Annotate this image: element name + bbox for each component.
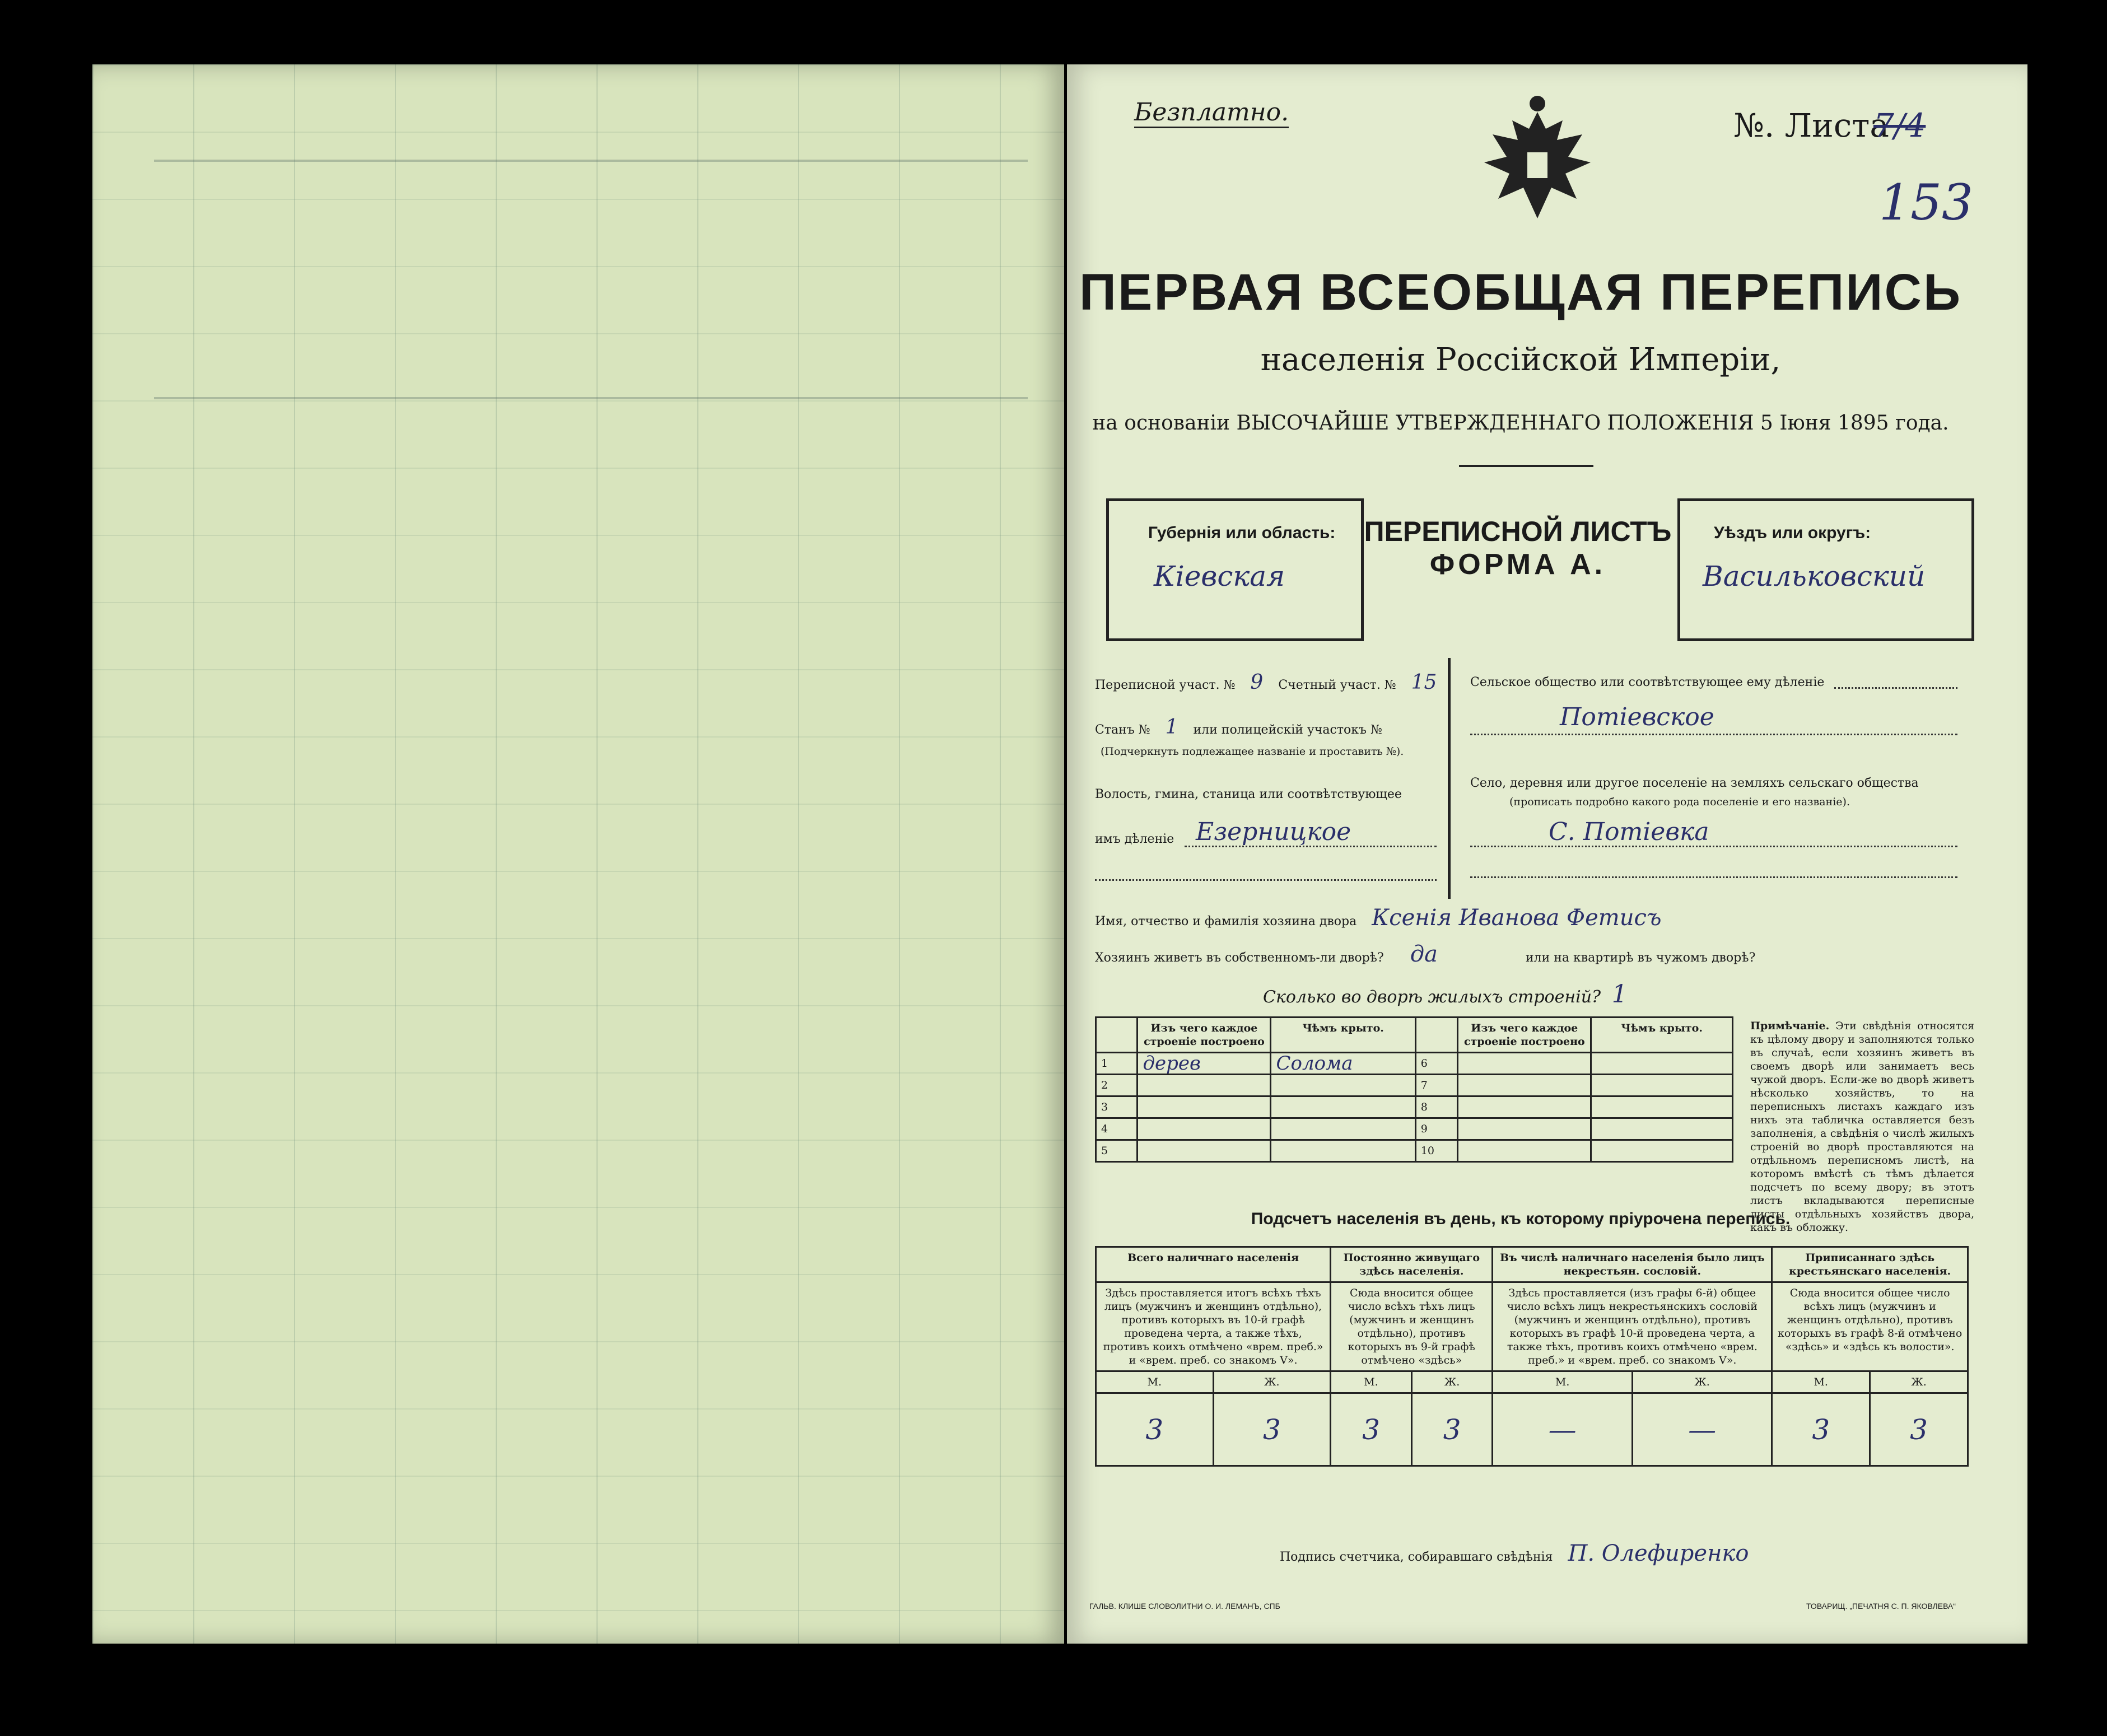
note-block bbox=[1750, 1019, 1974, 1234]
owner-label: Имя, отчество и фамилія хозяина двора bbox=[1095, 914, 1357, 928]
f-label: Ж. bbox=[1632, 1371, 1772, 1393]
legal-basis: на основаніи ВЫСОЧАЙШЕ УТВЕРЖДЕННАГО ПОЛОЖЕНІЯ 5 Іюня 1895 года. bbox=[1092, 412, 1949, 435]
count-table bbox=[1095, 1246, 1969, 1467]
volost-value: Езерницкое bbox=[1196, 818, 1351, 846]
table-row: 5 10 bbox=[1096, 1140, 1733, 1162]
volost-line bbox=[1185, 846, 1437, 847]
count-col-2-head: Въ числѣ наличнаго населенія было лицъ некрестьян. сословій. bbox=[1493, 1247, 1772, 1282]
m-label: М. bbox=[1772, 1371, 1870, 1393]
province-label: Губернія или область: bbox=[1148, 524, 1336, 542]
district-value: Васильковский bbox=[1703, 560, 1926, 592]
col-material: Изъ чего каждое строеніе построено bbox=[1138, 1018, 1271, 1053]
form-title: ПЕРЕПИСНОЙ ЛИСТЪ bbox=[1364, 516, 1672, 547]
note-title: Примѣчаніе. bbox=[1750, 1020, 1830, 1032]
form-type: ФОРМА А. bbox=[1429, 548, 1606, 581]
m-label: М. bbox=[1096, 1371, 1214, 1393]
volost-label-1: Волость, гмина, станица или соотвѣтствующее bbox=[1095, 787, 1402, 801]
count-col-1-head: Постоянно живущаго здѣсь населенія. bbox=[1331, 1247, 1493, 1282]
left-page bbox=[92, 64, 1064, 1644]
table-row: 4 9 bbox=[1096, 1118, 1733, 1140]
printer-left: ГАЛЬВ. КЛИШЕ СЛОВОЛИТНИ О. И. ЛЕМАНЪ, СПБ bbox=[1089, 1602, 1280, 1611]
society-value: Потіевское bbox=[1560, 703, 1714, 731]
society-label: Сельское общество или соотвѣтствующее ему дѣленіе bbox=[1470, 675, 1825, 689]
buildings-field bbox=[1263, 980, 1628, 1009]
district-box bbox=[1677, 498, 1974, 641]
society-line bbox=[1834, 687, 1957, 689]
material-cell: дерев bbox=[1138, 1053, 1271, 1075]
count-col-3-head: Приписаннаго здѣсь крестьянскаго населенія. bbox=[1772, 1247, 1968, 1282]
free-label: Безплатно. bbox=[1134, 98, 1289, 128]
sheet-number-struck: 7/4 bbox=[1873, 106, 1926, 144]
count-section-value: 15 bbox=[1411, 671, 1437, 694]
count-value: 3 bbox=[1096, 1393, 1214, 1466]
table-row: 1 дерев Солома 6 bbox=[1096, 1053, 1733, 1075]
table-row bbox=[1096, 1393, 1968, 1466]
faint-table-header bbox=[154, 160, 1028, 399]
stan-field bbox=[1095, 716, 1382, 739]
stan-value: 1 bbox=[1165, 716, 1178, 739]
table-row: 2 7 bbox=[1096, 1075, 1733, 1096]
village-value: С. Потіевка bbox=[1549, 818, 1709, 846]
village-note: (прописать подробно какого рода поселеніе и его названіе). bbox=[1509, 796, 1850, 808]
society-line-2 bbox=[1470, 734, 1957, 735]
col-roof: Чѣмъ крыто. bbox=[1271, 1018, 1415, 1053]
owner-field bbox=[1095, 905, 1662, 931]
col-material: Изъ чего каждое строеніе построено bbox=[1458, 1018, 1591, 1053]
count-value: 3 bbox=[1331, 1393, 1412, 1466]
roof-cell: Солома bbox=[1271, 1053, 1415, 1075]
table-row: 3 8 bbox=[1096, 1096, 1733, 1118]
f-label: Ж. bbox=[1213, 1371, 1331, 1393]
buildings-table bbox=[1095, 1016, 1733, 1163]
signature-field bbox=[1280, 1541, 1749, 1566]
own-yard-label: Хозяинъ живетъ въ собственномъ-ли дворѣ? bbox=[1095, 951, 1384, 965]
fields-divider bbox=[1448, 658, 1451, 899]
f-label: Ж. bbox=[1411, 1371, 1493, 1393]
own-yard-value: да bbox=[1410, 941, 1438, 967]
count-section-label: Счетный участ. № bbox=[1278, 678, 1396, 692]
count-col-0-head: Всего наличнаго населенія bbox=[1096, 1247, 1331, 1282]
count-value: 3 bbox=[1870, 1393, 1968, 1466]
village-line bbox=[1470, 846, 1957, 847]
count-title: Подсчетъ населенія въ день, къ которому пріурочена перепись. bbox=[1251, 1210, 1791, 1228]
count-value: 3 bbox=[1772, 1393, 1870, 1466]
signature-label: Подпись счетчика, собиравшаго свѣдѣнія bbox=[1280, 1550, 1553, 1564]
ornament-divider bbox=[1459, 465, 1593, 467]
stan-note: (Подчеркнуть подлежащее названіе и проставить №). bbox=[1101, 745, 1404, 758]
village-label: Село, деревня или другое поселеніе на земляхъ сельскаго общества bbox=[1470, 776, 1919, 790]
count-col-3-desc: Сюда вносится общее число всѣхъ лицъ (мужчинъ и женщинъ отдѣльно), противъ которыхъ въ графѣ 8-й отмѣчено «здѣсь» и «здѣсь къ волости». bbox=[1772, 1282, 1968, 1371]
page-title: ПЕРВАЯ ВСЕОБЩАЯ ПЕРЕПИСЬ bbox=[1079, 264, 1963, 321]
district-label: Уѣздъ или округъ: bbox=[1714, 524, 1871, 542]
m-label: М. bbox=[1493, 1371, 1632, 1393]
imperial-eagle-icon bbox=[1470, 90, 1605, 235]
census-section-label: Переписной участ. № bbox=[1095, 678, 1236, 692]
buildings-value: 1 bbox=[1611, 980, 1628, 1009]
note-text: Эти свѣдѣнія относятся къ цѣлому двору и заполняются только въ случаѣ, если хозяинъ живетъ въ своемъ дворѣ или занимаетъ весь чужой дворъ. Если-же во дворѣ живетъ нѣсколько хозяйствъ, то на переписныхъ листахъ каждаго изъ нихъ эта табличка оставляется безъ заполненія, а свѣдѣнія о числѣ жилыхъ строеній во дворѣ проставляются на отдѣльномъ переписномъ листѣ, на которомъ вмѣстѣ съ тѣмъ дѣлается подсчетъ по всему двору; въ этотъ листъ вкладываются переписные листы отдѣльныхъ хозяйствъ двора, какъ въ обложку. bbox=[1750, 1020, 1974, 1234]
stan-label: Станъ № bbox=[1095, 723, 1150, 737]
volost-label-2: имъ дѣленіе bbox=[1095, 832, 1174, 846]
rented-label: или на квартирѣ въ чужомъ дворѣ? bbox=[1525, 951, 1756, 965]
census-form-page bbox=[1067, 64, 2027, 1644]
count-value: 3 bbox=[1213, 1393, 1331, 1466]
buildings-label: Сколько во дворѣ жилыхъ строеній? bbox=[1263, 987, 1601, 1007]
count-col-2-desc: Здѣсь проставляется (изъ графы 6-й) общее число всѣхъ лицъ некрестьянскихъ сословій (мужчинъ и женщинъ отдѣльно), противъ которыхъ въ графѣ 10-й проведена черта, а также тѣхъ, противъ коихъ отмѣчено «врем. преб.» и «врем. преб. со знакомъ V». bbox=[1493, 1282, 1772, 1371]
census-section-field bbox=[1095, 671, 1437, 694]
volost-line-2 bbox=[1095, 879, 1437, 881]
m-label: М. bbox=[1331, 1371, 1412, 1393]
province-value: Кіевская bbox=[1154, 560, 1285, 592]
count-value: 3 bbox=[1411, 1393, 1493, 1466]
count-col-0-desc: Здѣсь проставляется итогъ всѣхъ тѣхъ лицъ (мужчинъ и женщинъ отдѣльно), противъ которыхъ въ 10-й графѣ проведена черта, а также тѣхъ, противъ коихъ отмѣчено «врем. преб.» и «врем. преб. со знакомъ V». bbox=[1096, 1282, 1331, 1371]
signature-value: П. Олефиренко bbox=[1568, 1541, 1749, 1566]
count-col-1-desc: Сюда вносится общее число всѣхъ тѣхъ лицъ (мужчинъ и женщинъ отдѣльно), противъ которыхъ въ 9-й графѣ отмѣчено «здѣсь» bbox=[1331, 1282, 1493, 1371]
province-box bbox=[1106, 498, 1364, 641]
count-value: — bbox=[1632, 1393, 1772, 1466]
sheet-number-label: №. Листа bbox=[1733, 106, 1889, 144]
owner-value: Ксенія Иванова Фетисъ bbox=[1372, 905, 1662, 931]
f-label: Ж. bbox=[1870, 1371, 1968, 1393]
sheet-number-handwritten: 153 bbox=[1879, 174, 1973, 231]
printer-right: ТОВАРИЩ. „ПЕЧАТНЯ С. П. ЯКОВЛЕВА“ bbox=[1806, 1602, 1956, 1611]
count-value: — bbox=[1493, 1393, 1632, 1466]
census-section-value: 9 bbox=[1250, 671, 1264, 694]
police-label: или полицейскій участокъ № bbox=[1193, 723, 1382, 737]
own-yard-field bbox=[1095, 941, 1756, 967]
page-subtitle: населенія Россійской Имперіи, bbox=[1260, 342, 1781, 378]
village-line-2 bbox=[1470, 876, 1957, 878]
form-heading bbox=[1358, 498, 1677, 581]
col-roof: Чѣмъ крыто. bbox=[1591, 1018, 1733, 1053]
